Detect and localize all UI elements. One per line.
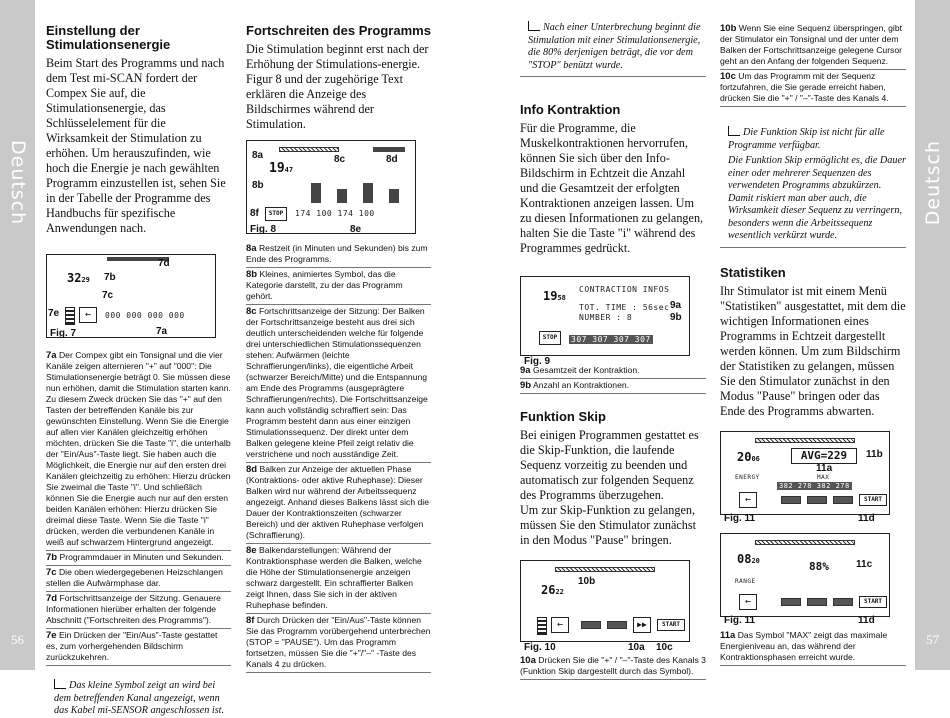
total-time: TOT. TIME : 56sec: [579, 303, 670, 312]
figure-10: [520, 560, 706, 653]
lcd-screen: [46, 254, 216, 338]
callout-9b: 9b: [670, 312, 682, 323]
legend-item: [46, 349, 231, 551]
figure-11-range: [720, 533, 906, 625]
legend-item: [246, 268, 431, 305]
lcd-screen: [520, 276, 690, 356]
legend-key: 7c: [46, 567, 57, 578]
callout-10b: 10b: [578, 576, 596, 587]
section-body: Beim Start des Programms und nach dem Test mi-SCAN fordert der Compex Sie auf, die Stimulationsenergie, das Schlüsselelement für die Wirksamkeit der Stimulation zu erhöhen. Um herauszufinden, wie hoch die Energie je nach gewählten Programm einzustellen ist, sehen Sie in der Tabelle der Programme des Handbuchs für spezifische Anwendungen nach.: [46, 56, 226, 235]
level-pill: [833, 496, 853, 504]
time-display: 08: [737, 551, 752, 566]
legend-list: [520, 364, 706, 394]
legend-text: Wenn Sie eine Sequenz überspringen, gibt der Stimulator ein Tonsignal und der unter dem Balken der Fortschrittsanzeige gelegene Cursor geht an den Anfang der folgenden Sequenz.: [720, 23, 902, 66]
legend-key: 11a: [720, 629, 736, 641]
phase-bar: [373, 147, 405, 152]
legend-key: 8a: [246, 243, 257, 254]
section-body: Ihr Stimulator ist mit einem Menü "Statistiken" ausgestattet, mit dem die wichtigen Informationen eines Programms in Echtzeit dargestellt werden können. Um zum Bildschirm der Statistiken zu gelangen, müssen Sie den Stimulator zunächst in den Modus "Pause" bringen oder das Ende des Programms abwarten.: [720, 283, 906, 418]
legend-text: Kleines, animiertes Symbol, das die Kategorie darstellt, zu der das Programm gehört.: [246, 269, 403, 301]
back-arrow-icon: ←: [739, 594, 757, 610]
level-pill: [781, 496, 801, 504]
battery-icon: [537, 617, 547, 635]
legend-item: [46, 629, 231, 666]
section-body: Bei einigen Programmen gestattet es die Skip-Funktion, die laufende Sequenz vorzeitig zu beenden und automatisch zur folgenden Sequenz des Programms überzugehen.: [520, 428, 699, 502]
figure-11-energy: [720, 431, 906, 523]
side-tab-left: [0, 0, 35, 670]
legend-list: [520, 654, 706, 680]
legend-item: [46, 551, 231, 566]
section-title: Statistiken: [720, 264, 786, 280]
callout-8a: 8a: [252, 150, 264, 161]
note-box: [46, 680, 231, 718]
max-values: 382 278 382 278: [779, 481, 850, 490]
legend-key: 8f: [246, 615, 255, 626]
language-tab-label: Deutsch: [922, 140, 944, 226]
time-seconds: 22: [555, 588, 564, 596]
note-text: Nach einer Unterbrechung beginnt die Stimulation mit einer Stimulationsenergie, die 80% derjenigen beträgt, die vor dem "STOP" benützt wurde.: [528, 22, 701, 71]
legend-list: [720, 22, 906, 107]
time-display: 32: [67, 271, 82, 285]
legend-text: Balkendarstellungen: Während der Kontraktionsphase werden die Balken, welche die Höhe der Stimulationsenergie anzeigen schwarz dargestellt. Ein schraffierter Balken zeigt Ihnen, dass Sie sich in der aktiven Ruhephase befinden.: [246, 545, 422, 610]
legend-item: [46, 592, 231, 629]
legend-text: Restzeit (in Minuten und Sekunden) bis zum Ende des Programms.: [246, 243, 428, 264]
start-icon: START: [859, 596, 887, 608]
legend-item: [46, 566, 231, 592]
legend-item: [520, 654, 706, 680]
section-title: Funktion Skip: [520, 409, 606, 424]
start-icon: START: [859, 494, 887, 506]
legend-text: Balken zur Anzeige der aktuellen Phase (Kontraktions- oder aktive Ruhephase): Dieser Balken wird nur während der Arbeitssequenz angezeigt. Anhand dieses Balkens lässt sich die Dauer der Kontraktionszeiten (schwarzer Bereich) und der aktiven Ruhephase verfolgen (Schraffierung).: [246, 464, 429, 540]
legend-key: 7a: [46, 350, 57, 361]
channel-levels: 307 307 307 307: [571, 335, 651, 344]
level-bar: [363, 183, 373, 203]
legend-list: [720, 629, 906, 666]
lcd-screen: [720, 533, 890, 617]
figure-label: Fig. 10: [524, 642, 556, 653]
figure-8: [246, 140, 431, 242]
progress-bar: [755, 540, 855, 545]
legend-item: [520, 379, 706, 394]
max-label: MAX: [817, 473, 830, 481]
channel-levels: 174 100 174 100: [295, 209, 375, 218]
section-title: Einstellung der Stimulationsenergie: [46, 23, 171, 52]
callout-7d: 7d: [158, 258, 170, 269]
level-pill: [607, 621, 627, 629]
time-seconds: 29: [81, 276, 90, 284]
note-marker-icon: [528, 21, 540, 31]
callout-10a: 10a: [628, 642, 645, 653]
level-pill: [781, 598, 801, 606]
legend-text: Gesamtzeit der Kontraktion.: [530, 365, 640, 375]
range-percent: 88%: [809, 559, 829, 573]
column-3: [520, 22, 706, 680]
callout-7a: 7a: [156, 326, 168, 337]
progress-bar: [279, 147, 339, 152]
progress-bar: [755, 438, 855, 443]
level-pill: [833, 598, 853, 606]
level-bar: [311, 183, 321, 203]
legend-key: 7b: [46, 552, 58, 563]
callout-9a: 9a: [670, 300, 682, 311]
column-2: [246, 24, 431, 673]
legend-key: 9a: [520, 365, 531, 376]
legend-text: Anzahl an Kontraktionen.: [531, 380, 630, 390]
figure-label: Fig. 11: [724, 614, 756, 626]
legend-text: Das Symbol "MAX" zeigt das maximale Energieniveau an, das während der Kontraktionsphasen erreicht wurde.: [720, 629, 888, 662]
legend-text: Um das Programm mit der Sequenz fortzufahren, die Sie gerade erreicht haben, drücken Sie die "+" / "–"-Taste des Kanals 4.: [720, 71, 889, 103]
legend-key: 8e: [246, 545, 257, 556]
legend-key: 10b: [720, 23, 737, 34]
note-box: [520, 22, 706, 77]
note-title: Die Funktion Skip ist nicht für alle Programme verfügbar.: [728, 127, 885, 151]
figure-7: [46, 254, 231, 349]
figure-9: [520, 276, 706, 367]
language-tab-label: Deutsch: [7, 140, 29, 226]
legend-text: Durch Drücken der "Ein/Aus"-Taste können Sie das Programm vorübergehend unterbrechen (STOP = "PAUSE"). Um das Programm fortsetzen, müssen Sie die "+"/"–" -Taste des Kanals 4 zu drücken.: [246, 615, 431, 669]
callout-8e: 8e: [350, 224, 362, 235]
callout-8f: 8f: [250, 208, 259, 219]
column-4: [720, 22, 906, 666]
legend-item: [246, 544, 431, 614]
legend-text: Fortschrittsanzeige der Sitzung. Genauere Informationen hierüber erhalten der folgende Abschnitt ("Fortschreiten des Programms").: [46, 593, 221, 625]
legend-text: Drücken Sie die "+" / "–"-Taste des Kanals 3 (Funktion Skip dargestellt durch das Symbol).: [520, 655, 706, 676]
legend-key: 8b: [246, 269, 258, 280]
callout-7b: 7b: [104, 272, 116, 283]
legend-item: [246, 614, 431, 673]
channel-levels: 000 000 000 000: [105, 311, 185, 320]
legend-key: 10c: [720, 71, 736, 82]
note-box: [720, 127, 906, 248]
time-display: 19: [269, 161, 285, 176]
legend-text: Ein Drücken der "Ein/Aus"-Taste gestattet es, zum vorhergehenden Bildschirm zurückzukehren.: [46, 630, 218, 662]
legend-item: [246, 242, 431, 268]
note-text: Das kleine Symbol zeigt an wird bei dem betreffenden Kanal angezeigt, wenn das Kabel mi-SENSOR angeschlossen ist.: [54, 680, 225, 716]
section-body: Die Stimulation beginnt erst nach der Erhöhung der Stimulations-energie. Figur 8 und der zugehörige Text erklären die Anzeige des Bildschirmes während der Stimulation.: [246, 42, 429, 131]
average-display: AVG=229: [791, 448, 857, 464]
level-pill: [807, 598, 827, 606]
figure-label: Fig. 11: [724, 512, 756, 524]
legend-list: [46, 349, 231, 666]
section-title: Info Kontraktion: [520, 102, 621, 117]
back-arrow-icon: ←: [551, 617, 569, 633]
time-display: 20: [737, 449, 752, 464]
back-arrow-icon: ←: [739, 492, 757, 508]
legend-item: [246, 463, 431, 544]
callout-8d: 8d: [386, 154, 398, 165]
side-tab-right: [915, 0, 950, 670]
page-number-right: 57: [926, 632, 939, 647]
stop-icon: STOP: [539, 331, 561, 345]
legend-list: [246, 242, 431, 673]
note-marker-icon: [54, 679, 66, 689]
callout-11d: 11d: [858, 512, 875, 524]
legend-item: [720, 629, 906, 666]
legend-text: Programmdauer in Minuten und Sekunden.: [57, 552, 224, 562]
callout-11a: 11a: [816, 462, 833, 474]
legend-key: 7d: [46, 593, 58, 604]
stop-icon: STOP: [265, 207, 287, 221]
callout-10c: 10c: [656, 642, 673, 653]
time-display: 26: [541, 583, 556, 597]
skip-icon: ▶▶: [633, 617, 651, 633]
legend-item: [720, 70, 906, 107]
battery-icon: [65, 307, 75, 325]
level-pill: [807, 496, 827, 504]
legend-key: 8d: [246, 464, 258, 475]
section-body: Um zur Skip-Funktion zu gelangen, müssen Sie den Stimulator zunächst in den Modus "Pause" bringen.: [520, 503, 697, 547]
range-label: RANGE: [735, 577, 756, 585]
callout-8c: 8c: [334, 154, 346, 165]
callout-7e: 7e: [48, 308, 60, 319]
section-title: Fortschreiten des Programms: [246, 23, 431, 38]
note-text: Die Funktion Skip ermöglicht es, die Dauer einer oder mehrerer Sequenzen des verwendeten Programms abzukürzen. Damit riskiert man aber auch, die Wirksamkeit dieser Sequenz zu verringern, besonders wenn die Arbeitssequenz wesentlich verkürzt wurde.: [728, 155, 906, 241]
figure-label: Fig. 7: [50, 328, 77, 339]
legend-text: Fortschrittsanzeige der Sitzung: Der Balken der Fortschrittsanzeige besteht aus drei sich deutlich unterscheidenden welche für folgende drei unterschiedlichen Stimulationssequenzen stehen: Aufwärmen (leichte Schraffierungen/links), die eigentliche Arbeit (schwarzer Bereich/Mitte) und die Entspannung am Ende des Programms (ausgeprägtere Schraffierungen/rechts). Die Fortschrittsanzeige kann auch vollständig schraffiert sein: Das Programm besteht dann aus einer einzigen Stimulationssequenz. Der direkt unter dem Balken gelegene kleine Pfeil zeigt relativ die verstrichene und noch ausständige Zeit.: [246, 306, 428, 459]
legend-text: Der Compex gibt ein Tonsignal und die vier Kanäle zeigen alternieren "+" auf "000": Die Stimulationsenergie beträgt 0. Sie müssen diese nun erhöhen, damit die Stimulation starten kann. Zu diesem Zweck drücken Sie das "+" auf den Tasten der betreffenden Kanäle bis zur gewünschten Einstellung. Wenn Sie die Energie auf allen vier Kanälen gleichzeitig erhöhen möchten, drücken Sie die Taste "i", die unterhalb der "Ein/Aus"-Taste liegt. Sie haben auch die Möglichkeit, die Energie nur auf den ersten drei Kanälen gleichzeitig zu erhöhen: Hierzu drücken Sie zweimal die Taste "i". Und schließlich können Sie die Energie auch nur auf den ersten beiden Kanälen erhöhen: Hierzu drücken Sie dreimal diese Taste. Wenn Sie die Taste "i" drücken, werden die verbundenen Kanäle in weiß auf schwarzem Hintergrund angezeigt.: [46, 350, 231, 547]
level-pill: [581, 621, 601, 629]
time-seconds: 06: [751, 454, 760, 463]
legend-key: 10a: [520, 655, 536, 666]
legend-item: [246, 305, 431, 463]
column-1: [46, 24, 231, 718]
level-bar: [389, 189, 399, 203]
time-seconds: 20: [751, 556, 760, 565]
callout-11c: 11c: [856, 558, 873, 570]
callout-7c: 7c: [102, 290, 114, 301]
section-body: Für die Programme, die Muskelkontraktionen hervorrufen, können Sie sich über den Info-Bildschirm in Echtzeit die Anzahl und die Gesamtzeit der erfolgten Kontraktionen anzeigen lassen. Um zu diesen Informationen zu gelangen, halten Sie die Taste "i" während des Programmes gedrückt.: [520, 121, 704, 255]
energy-label: ENERGY: [735, 473, 760, 481]
note-marker-icon: [728, 126, 740, 136]
legend-text: Die oben wiedergegebenen Heizschlangen stellen die Aufwärmphase dar.: [46, 567, 223, 588]
legend-item: [720, 22, 906, 70]
legend-key: 8c: [246, 306, 257, 317]
callout-8b: 8b: [252, 180, 264, 191]
legend-key: 9b: [520, 380, 532, 391]
time-seconds: 47: [284, 166, 294, 174]
lcd-screen: [720, 431, 890, 515]
figure-label: Fig. 9: [524, 356, 551, 367]
time-seconds: 58: [557, 294, 566, 302]
time-display: 19: [543, 289, 558, 303]
back-arrow-icon: ←: [79, 307, 97, 323]
callout-11b: 11b: [866, 448, 883, 460]
figure-label: Fig. 8: [250, 224, 277, 235]
info-heading: CONTRACTION INFOS: [579, 285, 670, 294]
start-icon: START: [657, 619, 685, 631]
legend-key: 7e: [46, 630, 57, 641]
contraction-count: NUMBER : 8: [579, 313, 633, 322]
callout-11d: 11d: [858, 614, 875, 626]
progress-bar: [555, 567, 655, 572]
lcd-screen: [520, 560, 690, 642]
level-bar: [337, 189, 347, 203]
page-number-left: 56: [11, 632, 24, 647]
